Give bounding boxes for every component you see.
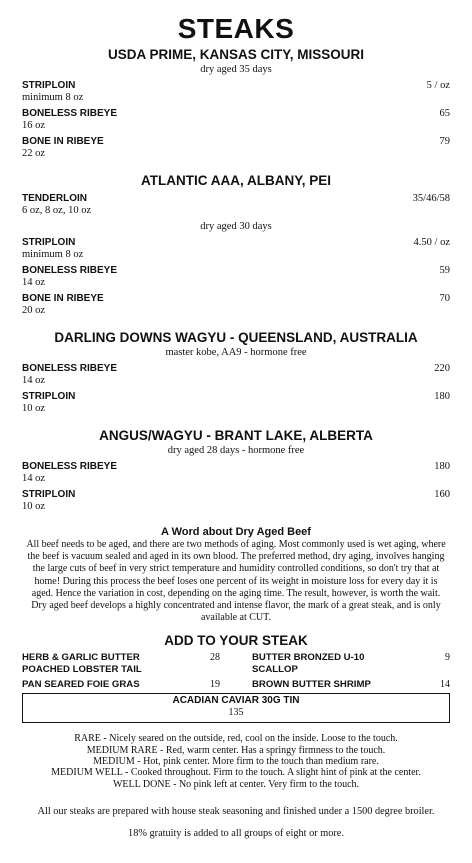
menu-item — [22, 391, 450, 415]
section-note: dry aged 28 days - hormone free — [167, 445, 305, 456]
section-darling-downs — [22, 329, 450, 415]
menu-item — [22, 136, 450, 160]
item-price: 4.50 / oz — [413, 237, 450, 248]
item-detail: 16 oz — [22, 120, 46, 131]
section-atlantic-aaa — [22, 172, 450, 317]
addon-item — [22, 664, 220, 676]
item-price: 35/46/58 — [412, 193, 450, 204]
item-detail: 10 oz — [22, 403, 46, 414]
doneness-rare: RARE - Nicely seared on the outside, red, cool on the inside. Loose to the touch. — [74, 733, 398, 745]
item-detail: 14 oz — [22, 473, 46, 484]
item-detail: 22 oz — [22, 148, 46, 159]
item-price: 5 / oz — [426, 80, 450, 91]
menu-item — [22, 489, 450, 513]
item-detail: minimum 8 oz — [22, 92, 84, 103]
addon-item — [252, 679, 450, 691]
caviar-price: 135 — [228, 707, 244, 719]
addon-item — [22, 652, 220, 664]
addons-left-column — [22, 652, 220, 691]
item-detail: 14 oz — [22, 277, 46, 288]
addons-heading: ADD TO YOUR STEAK — [164, 633, 308, 649]
menu-item — [22, 265, 450, 289]
section-heading: ANGUS/WAGYU - BRANT LAKE, ALBERTA — [99, 428, 373, 443]
doneness-well-done: WELL DONE - No pink left at center. Very firm to the touch. — [112, 778, 360, 790]
item-price: 180 — [434, 391, 450, 402]
item-detail: 10 oz — [22, 501, 46, 512]
addons-section — [22, 632, 450, 723]
menu-item — [22, 237, 450, 261]
item-name: BONELESS RIBEYE — [22, 363, 118, 374]
item-detail: 20 oz — [22, 305, 46, 316]
section-note: dry aged 35 days — [200, 64, 272, 75]
item-price: 79 — [439, 136, 450, 147]
item-name: BONELESS RIBEYE — [22, 265, 118, 276]
addon-item — [252, 652, 450, 664]
addons-right-column — [252, 652, 450, 691]
item-name: BONELESS RIBEYE — [22, 108, 118, 119]
menu-item — [22, 193, 450, 217]
addon-name: PAN SEARED FOIE GRAS — [22, 679, 140, 691]
dry-aged-text: All beef needs to be aged, and there are two methods of aging. Most commonly used is wet aging, where the beef is vacuum sealed and aged in its own blood. The preferred method, dry aging, involves hanging the large cuts of beef in very strict temperature and humidity controlled conditions, so don't try that at home! During this process the beef loses one percent of its weight in moisture loss for every day it is aged. Hence the variation in cost, depending on the aging time. The result, however, is worth the wait. Dry aged beef develops a highly concentrated and intense flavor, the mark of a great steak, and is only available at CUT. — [26, 539, 446, 624]
section-usda-prime — [22, 46, 450, 160]
item-name: BONELESS RIBEYE — [22, 461, 118, 472]
section-note: dry aged 30 days — [200, 221, 272, 232]
item-price: 65 — [439, 108, 450, 119]
item-price: 70 — [439, 293, 450, 304]
item-name: BONE IN RIBEYE — [22, 293, 104, 304]
footer — [22, 806, 450, 840]
menu-item — [22, 461, 450, 485]
caviar-name: ACADIAN CAVIAR 30G TIN — [172, 695, 300, 707]
addon-item — [252, 664, 450, 676]
doneness-medium-rare: MEDIUM RARE - Red, warm center. Has a springy firmness to the touch. — [86, 744, 386, 756]
doneness-guide — [22, 733, 450, 789]
section-heading: DARLING DOWNS WAGYU - QUEENSLAND, AUSTRALIA — [54, 330, 418, 345]
item-name: BONE IN RIBEYE — [22, 136, 104, 147]
seasoning-note: All our steaks are prepared with house steak seasoning and finished under a 1500 degree broiler. — [37, 805, 435, 817]
item-price: 59 — [439, 265, 450, 276]
menu-item — [22, 363, 450, 387]
item-name: STRIPLOIN — [22, 237, 76, 248]
item-name: TENDERLOIN — [22, 193, 87, 204]
addon-name: BROWN BUTTER SHRIMP — [252, 679, 371, 691]
menu-item — [22, 108, 450, 132]
page-title: STEAKS — [177, 13, 295, 44]
addon-name: HERB & GARLIC BUTTER — [22, 652, 140, 664]
addons-grid — [22, 652, 450, 691]
dry-aged-title: A Word about Dry Aged Beef — [161, 526, 311, 538]
item-detail: 6 oz, 8 oz, 10 oz — [22, 205, 92, 216]
item-price: 220 — [434, 363, 450, 374]
addon-name: BUTTER BRONZED U-10 — [252, 652, 365, 664]
section-angus-wagyu — [22, 427, 450, 513]
caviar-box — [22, 693, 450, 723]
item-detail: 14 oz — [22, 375, 46, 386]
item-price: 160 — [434, 489, 450, 500]
addon-price: 14 — [440, 679, 450, 691]
item-detail: minimum 8 oz — [22, 249, 84, 260]
section-heading: ATLANTIC AAA, ALBANY, PEI — [141, 173, 331, 188]
gratuity-note: 18% gratuity is added to all groups of eight or more. — [128, 827, 344, 839]
item-price: 180 — [434, 461, 450, 472]
addon-price: 28 — [210, 652, 220, 664]
addon-price: 9 — [445, 652, 450, 664]
item-name: STRIPLOIN — [22, 391, 76, 402]
addon-name: SCALLOP — [252, 664, 298, 676]
dry-aged-info — [22, 525, 450, 624]
doneness-medium-well: MEDIUM WELL - Cooked throughout. Firm to the touch. A slight hint of pink at the center. — [51, 767, 421, 779]
addon-price: 19 — [210, 679, 220, 691]
addon-name: POACHED LOBSTER TAIL — [22, 664, 142, 676]
menu-item — [22, 80, 450, 104]
menu-item — [22, 293, 450, 317]
section-heading: USDA PRIME, KANSAS CITY, MISSOURI — [107, 47, 365, 62]
addon-item — [22, 679, 220, 691]
item-name: STRIPLOIN — [22, 80, 76, 91]
doneness-medium: MEDIUM - Hot, pink center. More firm to the touch than medium rare. — [93, 756, 379, 768]
section-note: master kobe, AA9 - hormone free — [165, 347, 307, 358]
item-name: STRIPLOIN — [22, 489, 76, 500]
